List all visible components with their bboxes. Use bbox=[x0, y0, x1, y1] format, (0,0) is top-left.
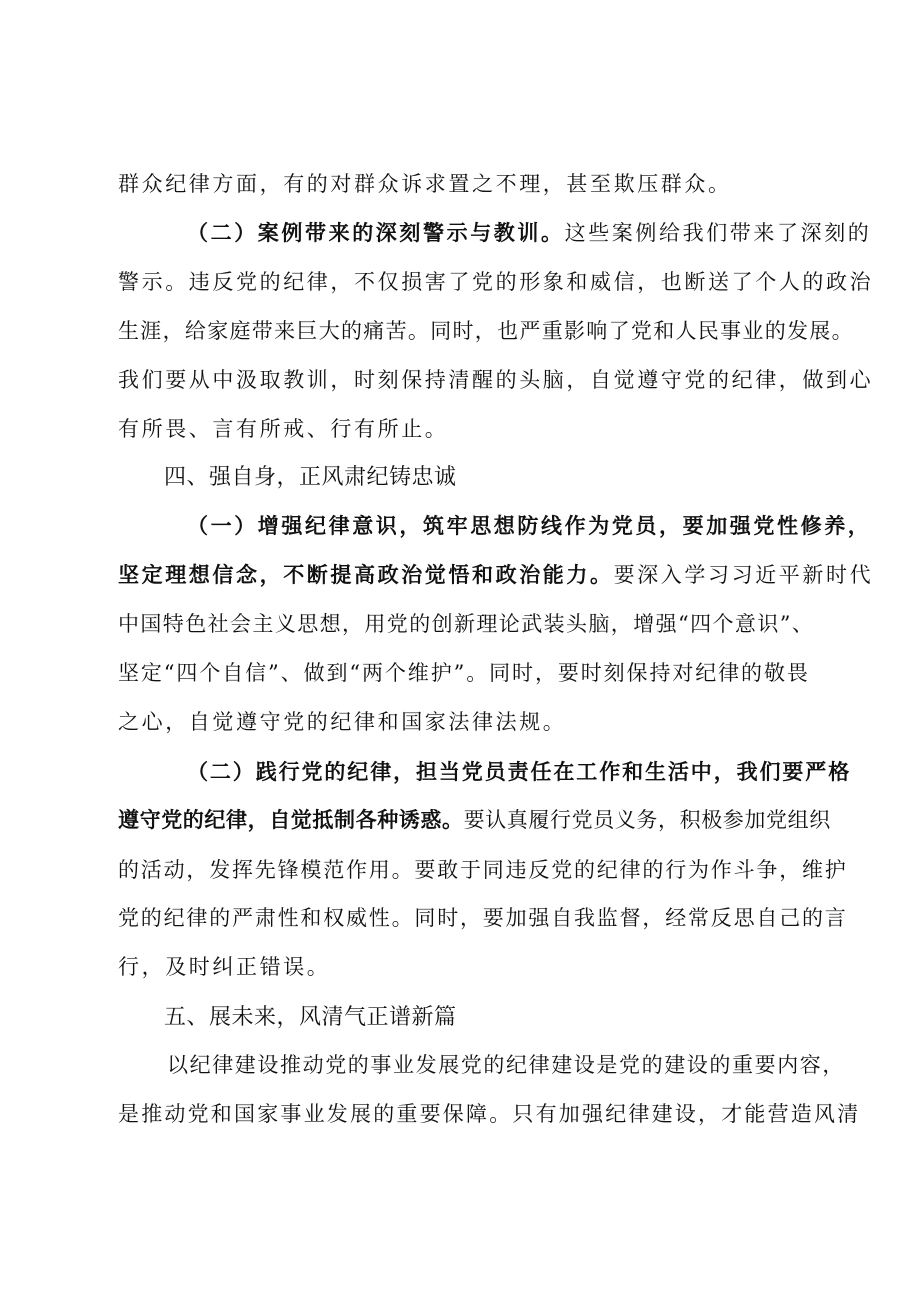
paragraph-5-line: 是推动党和国家事业发展的重要保障。只有加强纪律建设，才能营造风清 bbox=[118, 1102, 861, 1126]
paragraph-3-line: （一）增强纪律意识，筑牢思想防线作为党员，要加强党性修养， bbox=[187, 513, 872, 538]
paragraph-4-line bbox=[118, 806, 831, 834]
paragraph-4-lead: 遵守党的纪律，自觉抵制各种诱惑。 bbox=[118, 807, 464, 832]
paragraph-2-line: 有所畏、言有所戒、行有所止。 bbox=[118, 417, 449, 441]
section-4-heading: 四、强自身，正风肃纪铸忠诚 bbox=[164, 465, 457, 490]
paragraph-2-line bbox=[187, 219, 871, 247]
paragraph-3-line bbox=[118, 561, 873, 589]
paragraph-4-line: 的活动，发挥先锋模范作用。要敢于同违反党的纪律的行为作斗争，维护 bbox=[118, 858, 848, 882]
paragraph-4-text: 要认真履行党员义务，积极参加党组织 bbox=[463, 808, 831, 832]
paragraph-2-line: 我们要从中汲取教训，时刻保持清醒的头脑，自觉遵守党的纪律，做到心 bbox=[118, 368, 874, 392]
paragraph-2-line: 警示。违反党的纪律，不仅损害了党的形象和威信，也断送了个人的政治 bbox=[118, 270, 874, 294]
paragraph-4-line: （二）践行党的纪律，担当党员责任在工作和生活中，我们要严格 bbox=[187, 759, 852, 784]
paragraph-3-text: 要深入学习习近平新时代 bbox=[613, 563, 874, 587]
paragraph-3-line: 坚定“四个自信”、做到“两个维护”。同时，要时刻保持对纪律的敬畏 bbox=[118, 661, 810, 685]
paragraph-2-line: 生涯，给家庭带来巨大的痛苦。同时，也严重影响了党和人民事业的发展。 bbox=[118, 319, 854, 343]
paragraph-1-line: 群众纪律方面，有的对群众诉求置之不理，甚至欺压群众。 bbox=[118, 172, 732, 196]
paragraph-5-line: 以纪律建设推动党的事业发展党的纪律建设是党的建设的重要内容， bbox=[167, 1053, 845, 1077]
paragraph-3-line: 之心，自觉遵守党的纪律和国家法律法规。 bbox=[118, 710, 567, 734]
paragraph-2-text: 这些案例给我们带来了深刻的 bbox=[564, 221, 872, 245]
paragraph-4-line: 行，及时纠正错误。 bbox=[118, 955, 331, 979]
paragraph-3-line: 中国特色社会主义思想，用党的创新理论武装头脑，增强“四个意识”、 bbox=[118, 612, 815, 636]
section-5-heading: 五、展未来，风清气正谱新篇 bbox=[164, 1005, 457, 1030]
paragraph-4-line: 党的纪律的严肃性和权威性。同时，要加强自我监督，经常反思自己的言 bbox=[118, 906, 848, 930]
paragraph-3-lead: 坚定理想信念，不断提高政治觉悟和政治能力。 bbox=[118, 562, 614, 587]
paragraph-2-lead: （二）案例带来的深刻警示与教训。 bbox=[187, 220, 565, 245]
